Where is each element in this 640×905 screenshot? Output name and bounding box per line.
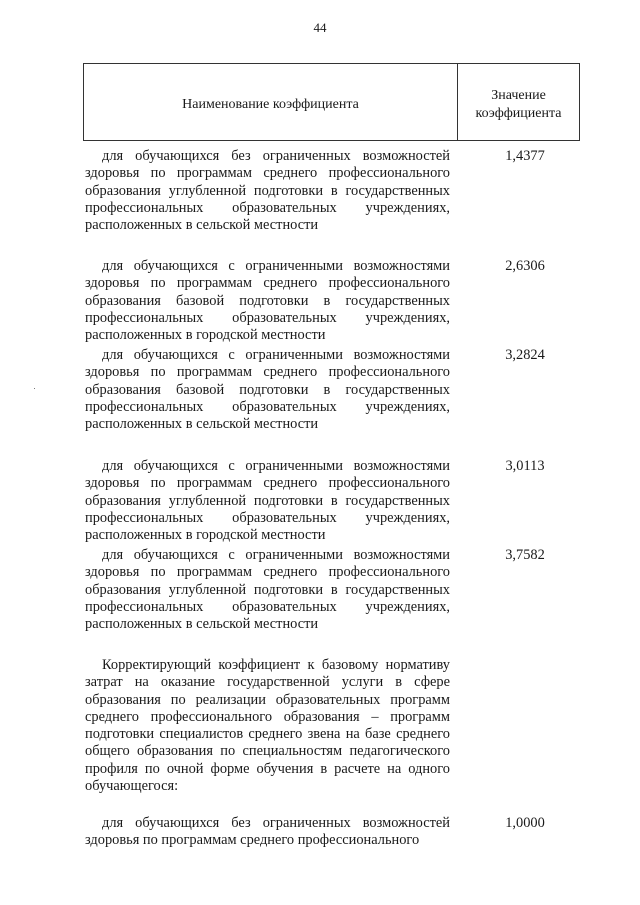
row-value: 1,4377 — [505, 148, 545, 164]
intro-paragraph: Корректирующий коэффициент к базовому нормативу затрат на оказание государственной услуги в сфере образования по реализации образовательных программ среднего профессионального образования – программ подготовки специалистов среднего звена на базе среднего общего образования по специальностям педагогического профиля по очной форме обучения в расчете на одного обучающегося: — [85, 657, 450, 795]
row-value: 3,0113 — [505, 458, 545, 474]
row-value: 1,0000 — [505, 815, 545, 831]
row-text: для обучающихся без ограниченных возможностей здоровья по программам среднего профессионального образования углубленной подготовки в государственных профессиональных образовательных учреждениях, расположенных в сельской местности — [85, 148, 450, 234]
row-text: для обучающихся с ограниченными возможностями здоровья по программам среднего профессионального образования углубленной подготовки в государственных профессиональных образовательных учреждениях, расположенных в сельской местности — [85, 547, 450, 633]
table-row — [85, 815, 585, 850]
row-text: для обучающихся с ограниченными возможностями здоровья по программам среднего профессионального образования углубленной подготовки в государственных профессиональных образовательных учреждениях, расположенных в городской местности — [85, 458, 450, 544]
table-row — [85, 547, 585, 633]
header-name-label: Наименование коэффициента — [182, 97, 359, 112]
page-number: 44 — [313, 20, 327, 35]
row-value: 3,2824 — [505, 347, 545, 363]
table-header — [83, 63, 580, 141]
table-row — [85, 458, 585, 544]
row-value: 3,7582 — [505, 547, 545, 563]
row-value: 2,6306 — [505, 258, 545, 274]
row-text: для обучающихся с ограниченными возможностями здоровья по программам среднего профессионального образования базовой подготовки в государственных профессиональных образовательных учреждениях, расположенных в сельской местности — [85, 347, 450, 433]
header-name-cell — [84, 64, 458, 140]
header-value-cell — [458, 64, 579, 140]
table-row — [85, 258, 585, 344]
row-text: для обучающихся с ограниченными возможностями здоровья по программам среднего профессионального образования базовой подготовки в государственных профессиональных образовательных учреждениях, расположенных в городской местности — [85, 258, 450, 344]
table-row — [85, 148, 585, 234]
table-row — [85, 347, 585, 433]
row-text: для обучающихся без ограниченных возможностей здоровья по программам среднего профессионального — [85, 815, 450, 849]
header-value-label: Значение коэффициента — [475, 88, 562, 121]
margin-mark — [34, 388, 35, 389]
